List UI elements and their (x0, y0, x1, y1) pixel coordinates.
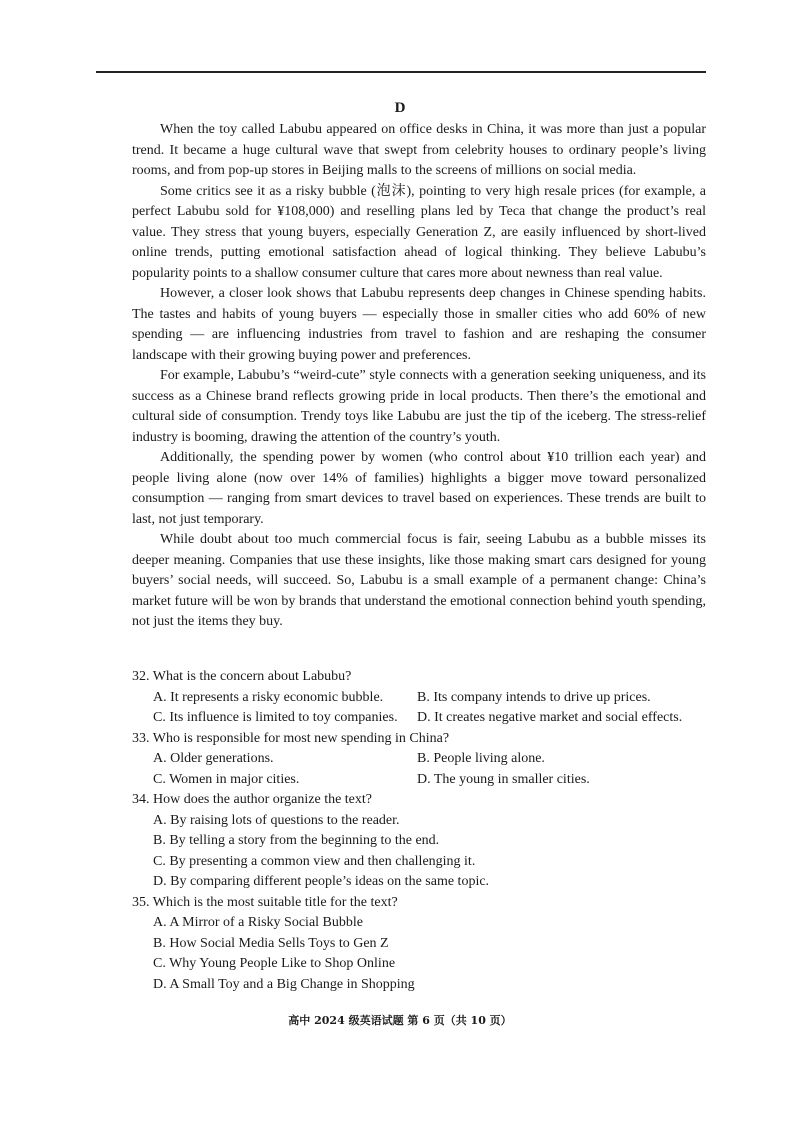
answer-options (132, 811, 706, 893)
question-list (132, 667, 706, 995)
answer-options (132, 913, 706, 995)
option-b: B. How Social Media Sells Toys to Gen Z (153, 935, 389, 951)
option-b: B. By telling a story from the beginning to the end. (153, 833, 440, 848)
option-d: D. It creates negative market and social effects. (417, 710, 683, 725)
reading-passage (132, 120, 706, 633)
section-heading: D (394, 100, 406, 116)
question-stem: 34. How does the author organize the text? (132, 792, 373, 807)
option-b: B. Its company intends to drive up prices. (417, 689, 651, 705)
passage-paragraph: Some critics see it as a risky bubble (泡沫), pointing to very high resale prices (for example, a perfect Labubu sold for ¥108,000) and reselling plans led by Teca that change the product’s real value. They stress that young buyers, especially Generation Z, are easily influenced by short-lived online trends, putting emotional satisfaction ahead of logical thinking. They believe Labubu’s popularity points to a shallow consumer culture that cares more about newness than real value. (132, 183, 706, 281)
passage-paragraph: However, a closer look shows that Labubu represents deep changes in Chinese spending habits. The tastes and habits of young buyers — especially those in smaller cities who add 60% of new spending — are influencing industries from travel to fashion and are reshaping the consumer landscape with their growing buying power and preferences. (132, 286, 706, 363)
passage-paragraph: For example, Labubu’s “weird-cute” style connects with a generation seeking uniqueness, and its success as a Chinese brand reflects growing pride in local products. Then there’s the emotional and cultural side of consumption. Trendy toys like Labubu are just the tip of the iceberg. The stress-relief industry is booming, drawing the attention of the country’s youth. (132, 368, 706, 445)
answer-options (132, 688, 706, 729)
option-d: D. The young in smaller cities. (417, 771, 590, 787)
question-32 (132, 667, 706, 729)
passage-paragraph: When the toy called Labubu appeared on office desks in China, it was more than just a popular trend. It became a huge cultural wave that swept from celebrity houses to ordinary people’s living rooms, and from pop-up stores in Beijing malls to the screens of millions on social media. (132, 122, 706, 178)
page-footer: 高中 2024 级英语试题 第 6 页（共 10 页） (288, 1014, 512, 1027)
question-35 (132, 893, 706, 996)
question-34 (132, 790, 706, 893)
passage-paragraph: While doubt about too much commercial focus is fair, seeing Labubu as a bubble misses its deeper meaning. Companies that use these insights, like those making smart cars designed for young buyers’ social needs, will succeed. So, Labubu is a small example of a permanent change: China’s market future will be won by brands that understand the emotional connection behind youth spending, not just the items they buy. (132, 532, 706, 629)
option-d: D. By comparing different people’s ideas on the same topic. (153, 874, 490, 889)
answer-options (132, 749, 706, 790)
top-divider (96, 71, 706, 73)
option-a: A. A Mirror of a Risky Social Bubble (153, 915, 363, 930)
option-a: A. By raising lots of questions to the reader. (153, 812, 400, 828)
option-d: D. A Small Toy and a Big Change in Shopping (153, 976, 415, 992)
option-a: A. Older generations. (153, 751, 274, 766)
question-33 (132, 729, 706, 791)
option-b: B. People living alone. (417, 751, 545, 766)
passage-paragraph: Additionally, the spending power by women (who control about ¥10 trillion each year) and people living alone (now over 14% of families) highlights a bigger move toward personalized consumption — ranging from smart devices to travel based on experiences. These trends are built to last, not just temporary. (132, 450, 706, 527)
option-c: C. By presenting a common view and then challenging it. (153, 853, 476, 869)
question-stem: 35. Which is the most suitable title for the text? (132, 894, 398, 910)
option-a: A. It represents a risky economic bubble. (153, 689, 384, 705)
question-stem: 33. Who is responsible for most new spending in China? (132, 730, 450, 746)
question-stem: 32. What is the concern about Labubu? (132, 669, 352, 684)
option-c: C. Its influence is limited to toy companies. (153, 710, 398, 725)
option-c: C. Why Young People Like to Shop Online (153, 956, 396, 971)
option-c: C. Women in major cities. (153, 771, 300, 787)
